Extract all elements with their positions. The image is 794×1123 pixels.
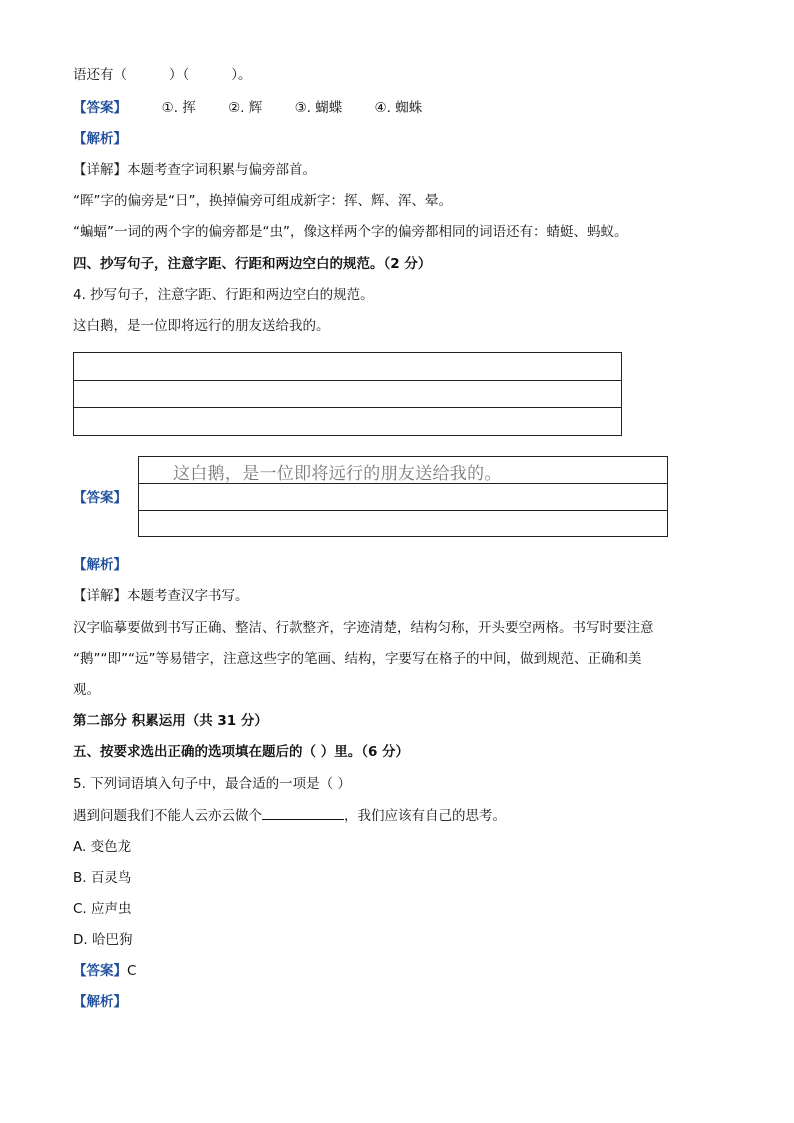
writing-row [74, 353, 621, 381]
answer-writing-grid [138, 456, 668, 537]
q3-explanation-2: “蝙蝠”一词的两个字的偏旁都是“虫”，像这样两个字的偏旁都相同的词语还有：蜻蜓、蚂蚁。 [73, 224, 628, 240]
detail-label: 【详解】 [73, 162, 127, 178]
q4-analysis-label: 【解析】 [73, 557, 127, 573]
q4-explanation-3: 观。 [73, 682, 100, 698]
writing-grid [73, 352, 622, 436]
q5-option-d: D. 哈巴狗 [73, 932, 133, 948]
q4-sentence: 这白鹅，是一位即将远行的朋友送给我的。 [73, 318, 330, 334]
q4-explanation-1: 汉字临摹要做到书写正确、整洁、行款整齐，字迹清楚，结构匀称，开头要空两格。书写时要注意 [73, 620, 654, 636]
q4-answer-label: 【答案】 [73, 490, 127, 506]
q5-stem: 5. 下列词语填入句子中，最合适的一项是（ ） [73, 776, 351, 792]
handwritten-answer: 这白鹅，是一位即将远行的朋友送给我的。 [173, 464, 502, 484]
q5-analysis-label: 【解析】 [73, 994, 127, 1010]
q5-sentence: 遇到问题我们不能人云亦云做个 ，我们应该有自己的思考。 [73, 808, 506, 824]
section-4-title: 四、抄写句子，注意字距、行距和两边空白的规范。（2 分） [73, 256, 432, 272]
answer-option-2: ②. 辉 [228, 100, 263, 116]
q4-explanation-2: “鹅”“即”“远”等易错字，注意这些字的笔画、结构，字要写在格子的中间，做到规范、正确和美 [73, 651, 642, 667]
writing-row [74, 408, 621, 435]
answer-writing-row [139, 484, 667, 511]
answer-option-1: ①. 挥 [161, 100, 196, 116]
answer-label: 【答案】 [73, 963, 127, 979]
q4-stem: 4. 抄写句子，注意字距、行距和两边空白的规范。 [73, 287, 374, 303]
section-5-title: 五、按要求选出正确的选项填在题后的（ ）里。（6 分） [73, 744, 410, 760]
answer-label: 【答案】 [73, 100, 127, 116]
answer-writing-row [139, 511, 667, 536]
q5-answer-line [73, 962, 136, 980]
q5-option-a: A. 变色龙 [73, 839, 132, 855]
answer-value: C [127, 963, 137, 979]
detail-text: 本题考查字词积累与偏旁部首。 [127, 162, 316, 178]
q5-option-c: C. 应声虫 [73, 901, 132, 917]
part-2-title: 第二部分 积累运用（共 31 分） [73, 713, 268, 729]
detail-label: 【详解】 [73, 588, 127, 604]
fill-in-line: 语还有（ ）（ ）。 [73, 67, 252, 83]
q3-explanation-1: “晖”字的偏旁是“日”，换掉偏旁可组成新字：挥、辉、浑、晕。 [73, 193, 452, 209]
q5-option-b: B. 百灵鸟 [73, 870, 132, 886]
q3-analysis-label: 【解析】 [73, 131, 127, 147]
q4-detail-line [73, 587, 249, 605]
fill-blank [262, 806, 344, 820]
q3-detail-line [73, 161, 316, 179]
answer-writing-row [139, 457, 667, 484]
q3-answer-line [73, 99, 450, 117]
answer-option-3: ③. 蝴蝶 [294, 100, 343, 116]
answer-option-4: ④. 蜘蛛 [374, 100, 423, 116]
writing-row [74, 381, 621, 408]
detail-text: 本题考查汉字书写。 [127, 588, 249, 604]
